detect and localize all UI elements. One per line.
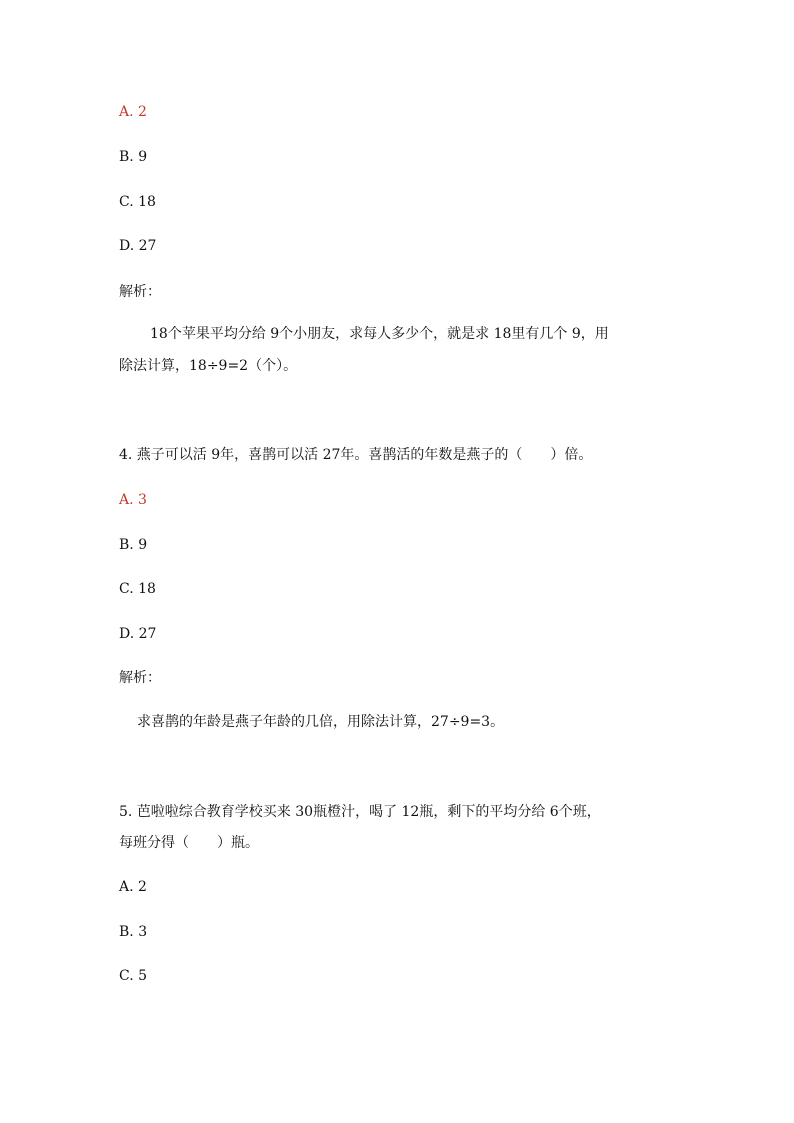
q5-option-b: B. 3: [119, 924, 148, 940]
q5-option-a: A. 2: [119, 879, 147, 895]
q3-option-c: C. 18: [119, 194, 156, 210]
q3-analysis-line1: 18个苹果平均分给 9个小朋友，求每人多少个，就是求 18里有几个 9，用: [150, 326, 609, 342]
q3-analysis-line2: 除法计算，18÷9=2（个）。: [119, 358, 298, 374]
q4-option-b: B. 9: [119, 537, 148, 553]
q3-option-d: D. 27: [119, 238, 157, 254]
q5-question-line1: 5. 芭啦啦综合教育学校买来 30瓶橙汁，喝了 12瓶，剩下的平均分给 6个班，: [119, 804, 601, 820]
q4-question: 4. 燕子可以活 9年，喜鹊可以活 27年。喜鹊活的年数是燕子的（ ）倍。: [119, 447, 593, 463]
q5-question-line2: 每班分得（ ）瓶。: [119, 835, 259, 851]
q3-analysis-label: 解析：: [119, 284, 161, 300]
q4-analysis-label: 解析：: [119, 670, 161, 686]
q4-analysis-line1: 求喜鹊的年龄是燕子年龄的几倍，用除法计算，27÷9=3。: [137, 714, 505, 730]
q3-option-b: B. 9: [119, 149, 148, 165]
q4-option-c: C. 18: [119, 581, 156, 597]
q5-option-c: C. 5: [119, 968, 148, 984]
q3-option-a: A. 2: [119, 104, 147, 120]
q4-option-d: D. 27: [119, 626, 157, 642]
q4-option-a: A. 3: [119, 492, 147, 508]
